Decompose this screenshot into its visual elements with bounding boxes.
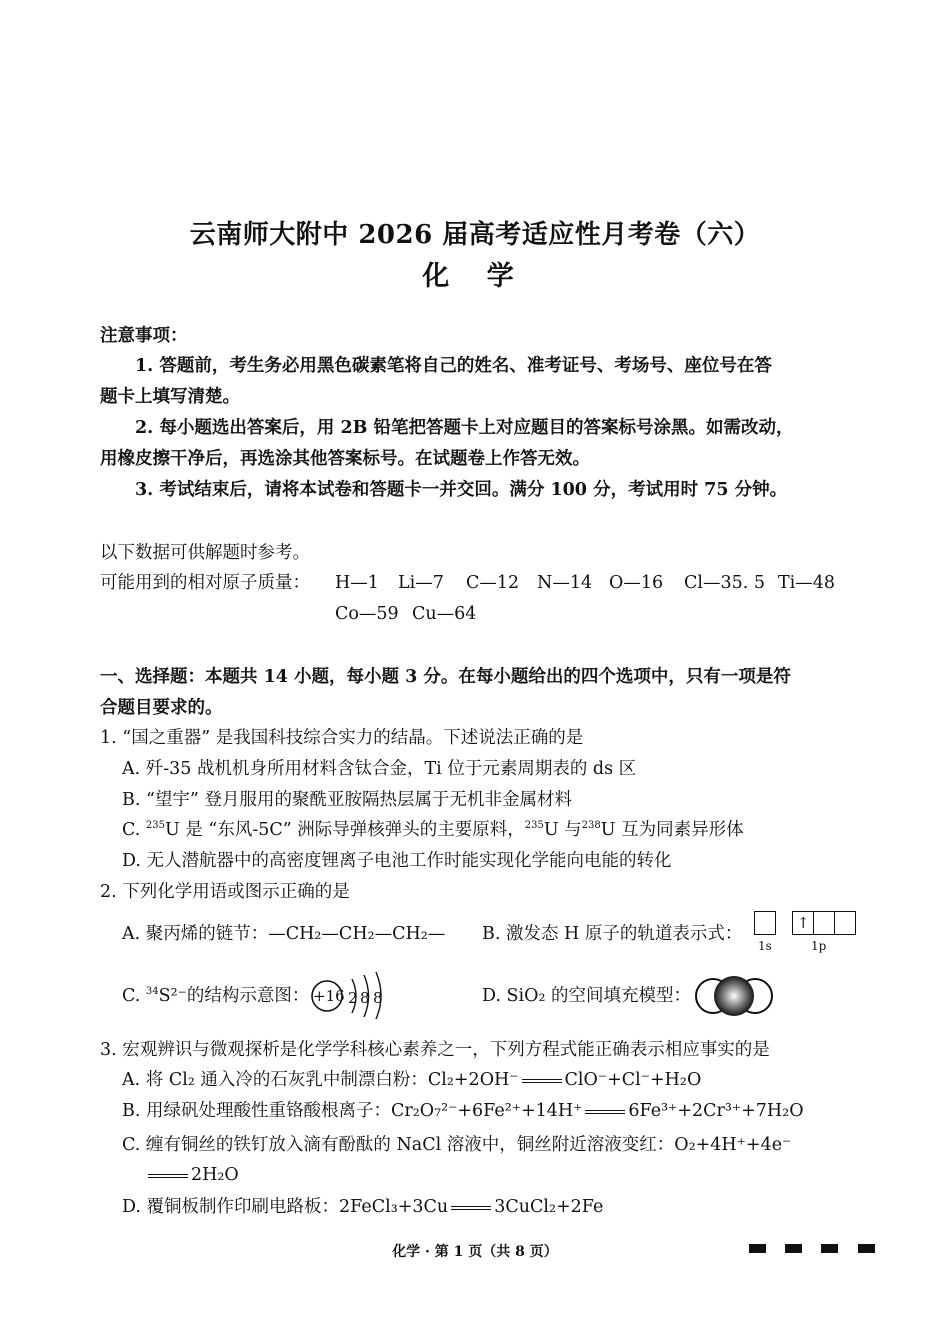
atomic-mass-n: N—14 [537,573,593,593]
atomic-mass-ti: Ti—48 [778,573,836,593]
atomic-mass-cu: Cu—64 [412,604,477,624]
q2-option-a: A. 聚丙烯的链节：—CH₂—CH₂—CH₂— [122,924,446,944]
polypropylene-formula: —CH₂—CH₂—CH₂— [268,924,446,944]
notice-item-1-line-2: 题卡上填写清楚。 [100,387,240,407]
orbital-1p-box-3 [835,911,856,935]
q3-option-a: A. 将 Cl₂ 通入冷的石灰乳中制漂白粉：Cl₂+2OH⁻ ClO⁻+Cl⁻+H₂O [122,1070,702,1090]
reference-intro: 以下数据可供解题时参考。 [100,543,310,563]
orbital-diagram [754,911,856,935]
q1-option-b: B. “望宇” 登月服用的聚酰亚胺隔热层属于无机非金属材料 [122,790,572,810]
q3-option-c-line-2: 2H₂O [148,1167,239,1185]
q1-stem: 1. “国之重器” 是我国科技综合实力的结晶。下述说法正确的是 [100,728,584,748]
notice-item-2-line-2: 用橡皮擦干净后，再选涂其他答案标号。在试题卷上作答无效。 [100,449,590,469]
atomic-mass-li: Li—7 [398,573,444,593]
q2-option-b-label: B. 激发态 H 原子的轨道表示式： [482,924,743,944]
q2-option-d-label: D. SiO₂ 的空间填充模型： [482,986,692,1006]
notice-heading: 注意事项： [100,326,188,346]
q1-option-a: A. 歼-35 战机机身所用材料含钛合金，Ti 位于元素周期表的 ds 区 [122,759,637,779]
atomic-mass-c: C—12 [466,573,520,593]
subject-title: 化 学 [422,261,528,292]
q1-option-c: C. $^{235}$U 是 “东风-5C” 洲际导弹核弹头的主要原料，$^{235}$U 与$^{238}$U 互为同素异形体 [122,820,744,840]
atomic-mass-cl: Cl—35. 5 [684,573,766,593]
q3-option-b: B. 用绿矾处理酸性重铬酸根离子：Cr₂O₇²⁻+6Fe²⁺+14H⁺ 6Fe³⁺+2Cr³⁺+7H₂O [122,1101,804,1121]
orbital-label-1s: 1s [758,939,772,953]
q2-option-c-label: C. $^{34}$S²⁻的结构示意图： [122,986,310,1006]
q1-option-d: D. 无人潜航器中的高密度锂离子电池工作时能实现化学能向电能的转化 [122,851,672,871]
atomic-mass-label: 可能用到的相对原子质量： [100,573,310,593]
footer-marker-4 [858,1244,875,1253]
nucleus-charge: +16 [313,987,345,1005]
orbital-1p-box-1: ↑ [792,911,814,935]
notice-item-2-line-1: 2. 每小题选出答案后，用 2B 铅笔把答题卡上对应题目的答案标号涂黑。如需改动， [135,418,794,438]
page-footer: 化学 · 第 1 页（共 8 页） [392,1244,558,1260]
section-heading-line-2: 合题目要求的。 [100,698,223,718]
footer-marker-1 [749,1244,766,1253]
q3-option-c-line-1: C. 缠有铜丝的铁钉放入滴有酚酞的 NaCl 溶液中，铜丝附近溶液变红：O₂+4H⁺+4e⁻ [122,1135,792,1155]
atomic-mass-o: O—16 [609,573,664,593]
equals-sign [451,1206,491,1210]
shell-3-electrons: 8 [373,989,383,1007]
notice-item-1-line-1: 1. 答题前，考生务必用黑色碳素笔将自己的姓名、准考证号、考场号、座位号在答 [135,356,772,376]
sulfide-ion-structure-diagram [308,969,398,1019]
orbital-1p-box-2 [814,911,835,935]
atomic-mass-h: H—1 [335,573,379,593]
q3-option-d: D. 覆铜板制作印刷电路板：2FeCl₃+3Cu 3CuCl₂+2Fe [122,1197,604,1217]
section-heading-line-1: 一、选择题：本题共 14 小题，每小题 3 分。在每小题给出的四个选项中，只有一项是符 [100,667,791,687]
sio2-space-filling-model [695,973,773,1023]
equals-sign [522,1079,562,1083]
shell-2-electrons: 8 [360,989,370,1007]
orbital-label-1p: 1p [811,939,827,953]
q2-stem: 2. 下列化学用语或图示正确的是 [100,882,350,902]
shell-1-electrons: 2 [348,989,358,1007]
footer-marker-2 [785,1244,802,1253]
notice-item-3: 3. 考试结束后，请将本试卷和答题卡一并交回。满分 100 分，考试用时 75 分钟。 [135,480,788,500]
equals-sign [148,1174,188,1178]
q3-stem: 3. 宏观辨识与微观探析是化学学科核心素养之一，下列方程式能正确表示相应事实的是 [100,1040,770,1060]
orbital-1s-box [754,911,776,935]
exam-title: 云南师大附中 2026 届高考适应性月考卷（六） [189,220,761,250]
atomic-mass-co: Co—59 [335,604,399,624]
equals-sign [585,1110,625,1114]
footer-marker-3 [821,1244,838,1253]
